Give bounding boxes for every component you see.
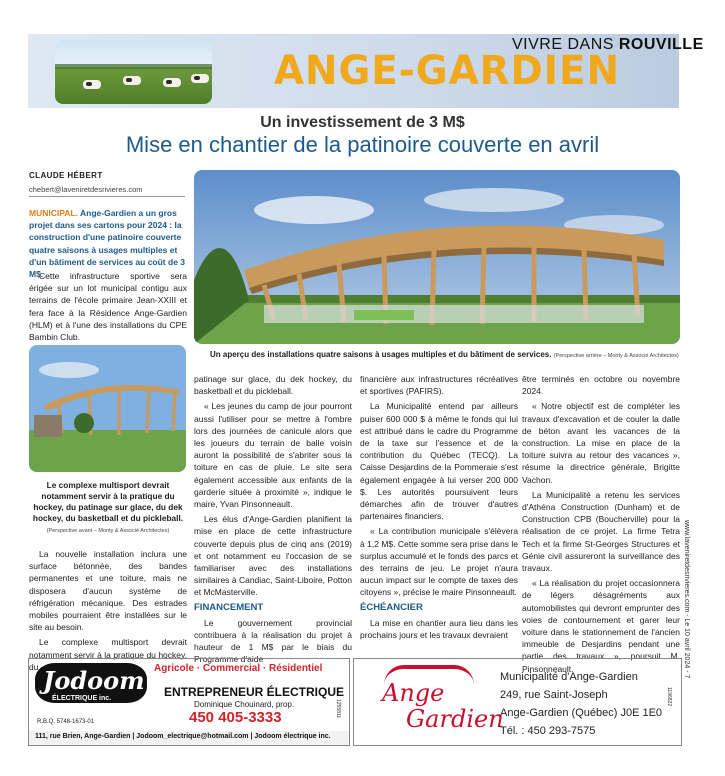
lede-tag: MUNICIPAL. xyxy=(29,208,78,218)
page-footer-vertical: www.laveniretdesrivieres.com - Le 10 avril 2024 - 7 xyxy=(683,520,690,679)
section-masthead: ANGE-GARDIEN xyxy=(274,48,620,94)
jodoom-owner: Dominique Chouinard, prop. xyxy=(194,700,295,709)
article-column-2: patinage sur glace, du dek hockey, du basketball et du pickleball. « Les jeunes du camp de jour pourront aussi l'utiliser pour se mettre à l'ombre lors des journées de canicule alors que les joueurs du terrain de balle voisin auront la possibilité de s'abriter sous la toiture en cas de pluie. Le site sera également accessible aux enfants de la garderie située à proximité », indique le maire, Yvan Pinsonneault. Les élus d'Ange-Gardien planifient la mise en place de cette infrastructure couverte depuis plus de cinq ans (2019) et ont notamment eu l'occasion de se familiariser avec des installations similaires à Candiac, Saint-Liboire, Potton et McMasterville. FINANCEMENT Le gouvernement provincial contribuera à la réalisation du projet à hauteur de 1 M$ par le biais du Programme d'aide xyxy=(194,374,352,665)
ad-municipality[interactable] xyxy=(353,658,682,746)
author-email[interactable]: chebert@laveniretdesrivieres.com xyxy=(29,185,143,194)
muni-phone[interactable]: Tél. : 450 293-7575 xyxy=(500,725,596,737)
jodoom-logo: Jodoom xyxy=(43,666,145,695)
lede-body: Cette infrastructure sportive sera érigée sur un lot municipal contigu aux terrains de l'école primaire Jean-XXIII et fera face à la Résidence Ange-Gardien (HLM) et à l'une des installations du CPE Bambin Club. xyxy=(29,271,187,343)
muni-name: Municipalité d'Ange-Gardien xyxy=(500,671,638,683)
author-name: CLAUDE HÉBERT xyxy=(29,171,103,180)
jodoom-logo-sub: ÉLECTRIQUE inc. xyxy=(49,695,114,702)
jodoom-title: ENTREPRENEUR ÉLECTRIQUE xyxy=(164,685,345,699)
jodoom-categories: Agricole · Commercial · Résidentiel xyxy=(154,663,323,674)
byline-divider xyxy=(29,196,185,197)
muni-code: 1196822 xyxy=(666,687,672,707)
article-column-1: La nouvelle installation inclura une surface bétonnée, des bandes permanentes et une toiture, mais ne disposera d'aucun système de réfrigération mécanique. Des estrades mobiles pourraient être installées sur le site au besoin. Le complexe multisport devrait notamment servir à la pratique du hockey, du xyxy=(29,549,187,672)
section-heading-echeancier: ÉCHÉANCIER xyxy=(360,601,423,613)
small-photo-credit: (Perspective avant – Monty & Associé Architectes) xyxy=(46,528,170,534)
article-column-4: être terminés en octobre ou novembre 2024. « Notre objectif est de compléter les travaux d'excavation et de couler la dalle de béton avant les vacances de la construction. La mise en place de la toiture suivra au retour des vacances », résume la directrice générale, Brigitte Vachon. La Municipalité a retenu les services d'Athéna Construction (Dunham) et de Construction CPB (Boucherville) pour la réalisation de ce projet. La firme Tetra Tech et la firme St-Georges Structures et Génie civil assureront la surveillance des travaux. « La réalisation du projet occasionnera de légers désagréments aux automobilistes qui devront emprunter des voies de contournement et garer leur voiture dans le stationnement de l'ancien immeuble de Desjardins pendant une partie des travaux », poursuit M. Pinsonneault. xyxy=(522,374,680,674)
article-column-3: financière aux infrastructures récréatives et sportives (PAFIRS). La Municipalité entend par ailleurs puiser 600 000 $ à même le fonds qui lui est attribué dans le cadre du Programme de la taxe sur l'essence et de la contribution du Québec (TECQ). La Caisse Desjardins de la Pommeraie s'est également engagée à lui verser 200 000 $. Les autorités poursuivent leurs démarches afin de trouver d'autres partenaires financiers. « La contribution municipale s'élèvera à 1,2 M$. Cette somme sera prise dans le surplus accumulé et le fonds des parcs et des terrains de jeu. Le projet n'aura aucun impact sur le compte de taxes des citoyens », précise le maire Pinsonneault. ÉCHÉANCIER La mise en chantier aura lieu dans les prochains jours et les travaux devraient xyxy=(360,374,518,641)
article-subhead: Un investissement de 3 M$ xyxy=(260,114,465,131)
main-photo-caption: Un aperçu des installations quatre saisons à usages multiples et du bâtiment de services. (Perspective arrière – Monty & Associé Architectes) xyxy=(210,350,679,359)
muni-city: Ange-Gardien (Québec) J0E 1E0 xyxy=(500,707,663,719)
rink-front-rendering xyxy=(29,345,186,472)
jodoom-code: 1255811 xyxy=(335,699,341,719)
banner-cows-photo xyxy=(55,40,212,104)
jodoom-footer: 111, rue Brien, Ange-Gardien | Jodoom_electrique@hotmail.com | Jodoom électrique inc. xyxy=(35,733,331,740)
article-headline: Mise en chantier de la patinoire couverte en avril xyxy=(125,132,600,157)
section-kicker: VIVRE DANS ROUVILLE xyxy=(512,36,704,53)
ad-jodoom[interactable] xyxy=(28,658,350,746)
muni-logo-line1: Ange xyxy=(382,679,445,707)
muni-street: 249, rue Saint-Joseph xyxy=(500,689,608,701)
rink-rear-rendering xyxy=(194,170,680,344)
jodoom-rbq: R.B.Q. 5748-1673-01 xyxy=(37,719,95,725)
muni-logo-line2: Gardien xyxy=(406,705,504,733)
lede-text: Ange-Gardien a un gros projet dans ses cartons pour 2024 : la construction d'une patinoire couverte quatre saisons à usages multiples et d'un bâtiment de services au coût de 3 M$. xyxy=(29,208,186,280)
section-heading-financement: FINANCEMENT xyxy=(194,601,264,613)
small-photo-caption: Le complexe multisport devrait notamment servir à la pratique du hockey, du patinage sur glace, du dek hockey, du basketball et du pickleball. xyxy=(32,480,184,523)
jodoom-phone[interactable]: 450 405-3333 xyxy=(189,709,282,726)
